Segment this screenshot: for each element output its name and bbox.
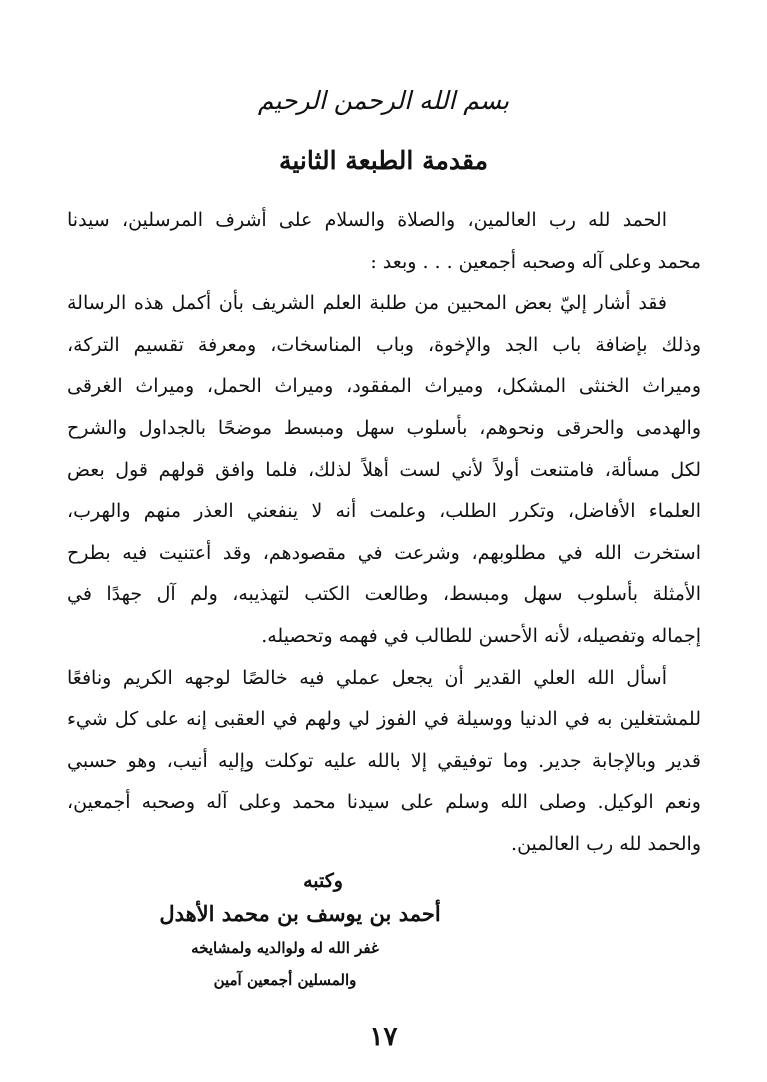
paragraph-line: وميراث الخنثى المشكل، وميراث المفقود، وميراث الحمل، وميراث الغرقى	[67, 375, 701, 398]
signature-prayer-line: غفر الله له ولوالديه ولمشايخه	[191, 939, 379, 957]
page-title: مقدمة الطبعة الثانية	[278, 146, 489, 175]
paragraph-line: والهدمى والحرقى ونحوهم، بأسلوب سهل ومبسط موضحًا بالجداول والشرح	[67, 416, 701, 439]
paragraph-line: فقد أشار إليّ بعض المحبين من طلبة العلم الشريف بأن أكمل هذه الرسالة	[67, 292, 667, 315]
paragraph-line: أسأل الله العلي القدير أن يجعل عملي فيه خالصًا لوجهه الكريم ونافعًا	[67, 666, 667, 689]
paragraph-line: الحمد لله رب العالمين، والصلاة والسلام على أشرف المرسلين، سيدنا	[67, 209, 667, 231]
signature-prayer-line: والمسلين أجمعين آمين	[213, 971, 357, 989]
paragraph-line: إجماله وتفصيله، لأنه الأحسن للطالب في فهمه وتحصيله.	[261, 624, 701, 647]
paragraph-line: قدير وبالإجابة جدير. وما توفيقي إلا بالله عليه توكلت وإليه أنيب، وهو حسبي	[67, 749, 701, 772]
paragraph-line: والحمد لله رب العالمين.	[511, 832, 701, 855]
paragraph-line: ونعم الوكيل. وصلى الله وسلم على سيدنا محمد وعلى آله وصحبه أجمعين،	[67, 791, 701, 814]
paragraph-line: الأمثلة بأسلوب سهل ومبسط، وطالعت الكتب لتهذيبه، ولم آل جهدًا في	[67, 583, 701, 606]
signature-intro: وكتبه	[303, 870, 343, 892]
author-signature	[120, 866, 480, 996]
paragraph-line: محمد وعلى آله وصحبه أجمعين . . . وبعد :	[370, 250, 701, 273]
paragraph-line: وذلك بإضافة باب الجد والإخوة، وباب المناسخات، ومعرفة تقسيم التركة،	[67, 333, 701, 356]
paragraph-line: للمشتغلين به في الدنيا ووسيلة في الفوز لي ولهم في العقبى إنه على كل شيء	[67, 708, 701, 731]
paragraph-line: لكل مسألة، فامتنعت أولاً لأني لست أهلاً لذلك، فلما وافق قولهم قول بعض	[67, 458, 701, 481]
paragraph-line: استخرت الله في مطلوبهم، وشرعت في مقصودهم، وقد أعتنيت فيه بطرح	[67, 541, 701, 564]
author-name: أحمد بن يوسف بن محمد الأهدل	[159, 901, 441, 926]
basmala-calligraphy: بسم الله الرحمن الرحيم	[257, 86, 510, 115]
page-number: ١٧	[369, 1022, 398, 1052]
preface-body	[67, 200, 701, 866]
paragraph-line: العلماء الأفاضل، وتكرر الطلب، وعلمت أنه لا ينفعني العذر منهم والهرب،	[67, 500, 701, 523]
